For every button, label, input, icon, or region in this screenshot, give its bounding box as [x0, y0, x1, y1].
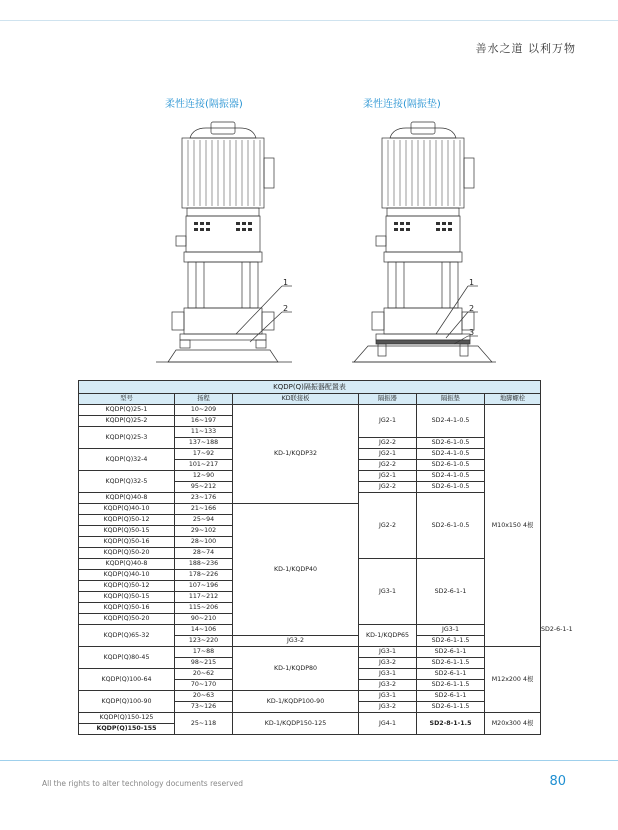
head-cell: 95~212 — [175, 482, 233, 493]
head-cell: 70~170 — [175, 680, 233, 691]
isolator-cell: JG3-2 — [359, 680, 417, 691]
head-cell: 98~215 — [175, 658, 233, 669]
model-cell: KQDP(Q)25-2 — [79, 416, 175, 427]
left-figure-caption: 柔性连接(隔振器) — [165, 99, 243, 110]
head-cell: 25~94 — [175, 515, 233, 526]
table-row — [79, 647, 541, 658]
pad-cell: SD2-6-1-1 — [417, 691, 485, 702]
pad-cell: SD2-4-1-0.5 — [417, 449, 485, 460]
isolator-cell: JG2-2 — [359, 438, 417, 449]
model-cell: KQDP(Q)80-45 — [79, 647, 175, 669]
isolator-cell: JG2-2 — [359, 482, 417, 493]
isolator-cell: JG2-2 — [359, 493, 417, 559]
head-cell: 123~220 — [175, 636, 233, 647]
table-row — [79, 405, 541, 416]
isolator-cell: JG3-2 — [359, 702, 417, 713]
model-cell: KQDP(Q)25-1 — [79, 405, 175, 416]
pump-drawing-pad — [350, 112, 500, 374]
table-header-row — [79, 394, 541, 405]
head-cell: 11~133 — [175, 427, 233, 438]
table-row: KQDP(Q)65-32 14~106 KD-1/KQDP65 JG3-1 SD2-6-1-1 — [79, 625, 541, 636]
head-cell: 117~212 — [175, 592, 233, 603]
model-cell: KQDP(Q)50-20 — [79, 614, 175, 625]
pad-cell: SD2-6-1-1 — [417, 647, 485, 658]
head-cell: 23~176 — [175, 493, 233, 504]
model-cell: KQDP(Q)50-15 — [79, 526, 175, 537]
head-cell: 188~236 — [175, 559, 233, 570]
isolator-cell: JG3-1 — [359, 647, 417, 658]
model-cell: KQDP(Q)150-125 — [79, 713, 175, 724]
head-cell: 115~206 — [175, 603, 233, 614]
right-callout-2: 2 — [469, 304, 475, 313]
pad-cell: SD2-6-1-1.5 — [417, 680, 485, 691]
right-figure-caption: 柔性连接(隔振垫) — [363, 99, 441, 110]
model-cell: KQDP(Q)25-3 — [79, 427, 175, 449]
pad-cell: SD2-6-1-1 — [417, 559, 485, 625]
pad-cell: SD2-8-1-1.5 — [417, 713, 485, 735]
top-divider — [0, 20, 618, 21]
model-cell: KQDP(Q)40-10 — [79, 570, 175, 581]
model-cell: KQDP(Q)50-16 — [79, 537, 175, 548]
pad-cell: SD2-6-1-0.5 — [417, 493, 485, 559]
plate-cell: KD-1/KQDP100-90 — [233, 691, 359, 713]
isolator-cell: JG2-1 — [359, 471, 417, 482]
isolator-cell: JG2-2 — [359, 460, 417, 471]
table-row — [79, 691, 541, 702]
head-cell: 90~210 — [175, 614, 233, 625]
bolt-cell: M12x200 4根 — [485, 647, 541, 713]
model-cell: KQDP(Q)100-90 — [79, 691, 175, 713]
head-cell: 107~196 — [175, 581, 233, 592]
bolt-cell: M10x150 4根 — [485, 405, 541, 647]
isolator-cell: JG3-1 — [359, 559, 417, 625]
model-cell: KQDP(Q)32-4 — [79, 449, 175, 471]
right-callout-1: 1 — [469, 278, 475, 287]
head-cell: 17~88 — [175, 647, 233, 658]
pad-cell: SD2-6-1-1 — [417, 669, 485, 680]
head-cell: 10~209 — [175, 405, 233, 416]
pad-cell: SD2-6-1-1.5 — [417, 636, 485, 647]
header-bolt: 地脚螺栓 — [485, 394, 541, 405]
bottom-divider — [0, 760, 618, 761]
isolator-cell: JG2-1 — [359, 405, 417, 438]
pump-drawing-isolator — [150, 112, 300, 374]
isolator-cell: JG3-2 — [233, 636, 359, 647]
head-cell: 28~74 — [175, 548, 233, 559]
pad-cell: SD2-6-1-0.5 — [417, 438, 485, 449]
header-model: 型号 — [79, 394, 175, 405]
head-cell: 16~197 — [175, 416, 233, 427]
table-title-row — [79, 381, 541, 394]
model-cell: KQDP(Q)50-12 — [79, 515, 175, 526]
table-title: KQDP(Q)隔振器配置表 — [79, 381, 541, 394]
head-cell: 29~102 — [175, 526, 233, 537]
head-cell: 25~118 — [175, 713, 233, 735]
head-cell: 137~188 — [175, 438, 233, 449]
isolator-cell: JG3-2 — [359, 658, 417, 669]
head-cell: 178~226 — [175, 570, 233, 581]
model-cell: KQDP(Q)50-12 — [79, 581, 175, 592]
model-cell: KQDP(Q)40-8 — [79, 493, 175, 504]
model-cell: KQDP(Q)65-32 — [79, 625, 175, 647]
head-cell: 101~217 — [175, 460, 233, 471]
isolator-cell: JG2-1 — [359, 449, 417, 460]
head-cell: 20~62 — [175, 669, 233, 680]
pad-cell: SD2-4-1-0.5 — [417, 405, 485, 438]
pad-cell: SD2-6-1-0.5 — [417, 460, 485, 471]
plate-cell: KD-1/KQDP65 — [359, 625, 417, 647]
footer-rights: All the rights to alter technology documents reserved — [42, 779, 244, 788]
pad-cell: SD2-6-1-1.5 — [417, 658, 485, 669]
model-cell: KQDP(Q)40-8 — [79, 559, 175, 570]
plate-cell: KD-1/KQDP80 — [233, 647, 359, 691]
head-cell: 73~126 — [175, 702, 233, 713]
plate-cell: KD-1/KQDP40 — [233, 504, 359, 636]
plate-cell: KD-1/KQDP32 — [233, 405, 359, 504]
pad-cell: SD2-4-1-0.5 — [417, 471, 485, 482]
plate-cell: KD-1/KQDP150-125 — [233, 713, 359, 735]
isolator-cell: JG3-1 — [359, 669, 417, 680]
model-cell: KQDP(Q)150-155 — [79, 724, 175, 735]
model-cell: KQDP(Q)40-10 — [79, 504, 175, 515]
isolator-cell: JG4-1 — [359, 713, 417, 735]
isolator-config-table — [78, 380, 573, 735]
isolator-cell: JG3-1 — [417, 625, 485, 636]
header-head: 扬程 — [175, 394, 233, 405]
header-plate: KD联接板 — [233, 394, 359, 405]
model-cell: KQDP(Q)32-5 — [79, 471, 175, 493]
isolator-cell: JG3-1 — [359, 691, 417, 702]
model-cell: KQDP(Q)50-15 — [79, 592, 175, 603]
model-cell: KQDP(Q)50-20 — [79, 548, 175, 559]
head-cell: 14~106 — [175, 625, 233, 636]
header-isolator: 隔振器 — [359, 394, 417, 405]
pad-cell: SD2-6-1-1.5 — [417, 702, 485, 713]
header-tagline: 善水之道 以利万物 — [475, 42, 576, 55]
right-callout-3: 3 — [469, 328, 475, 337]
head-cell: 20~63 — [175, 691, 233, 702]
model-cell: KQDP(Q)100-64 — [79, 669, 175, 691]
head-cell: 12~90 — [175, 471, 233, 482]
model-cell: KQDP(Q)50-16 — [79, 603, 175, 614]
bolt-cell: M20x300 4根 — [485, 713, 541, 735]
head-cell: 17~92 — [175, 449, 233, 460]
head-cell: 28~100 — [175, 537, 233, 548]
header-pad: 隔振垫 — [417, 394, 485, 405]
left-callout-1: 1 — [283, 278, 289, 287]
pad-cell: SD2-6-1-0.5 — [417, 482, 485, 493]
table-row — [79, 713, 541, 724]
page-number: 80 — [549, 774, 566, 789]
head-cell: 21~166 — [175, 504, 233, 515]
left-callout-2: 2 — [283, 304, 289, 313]
